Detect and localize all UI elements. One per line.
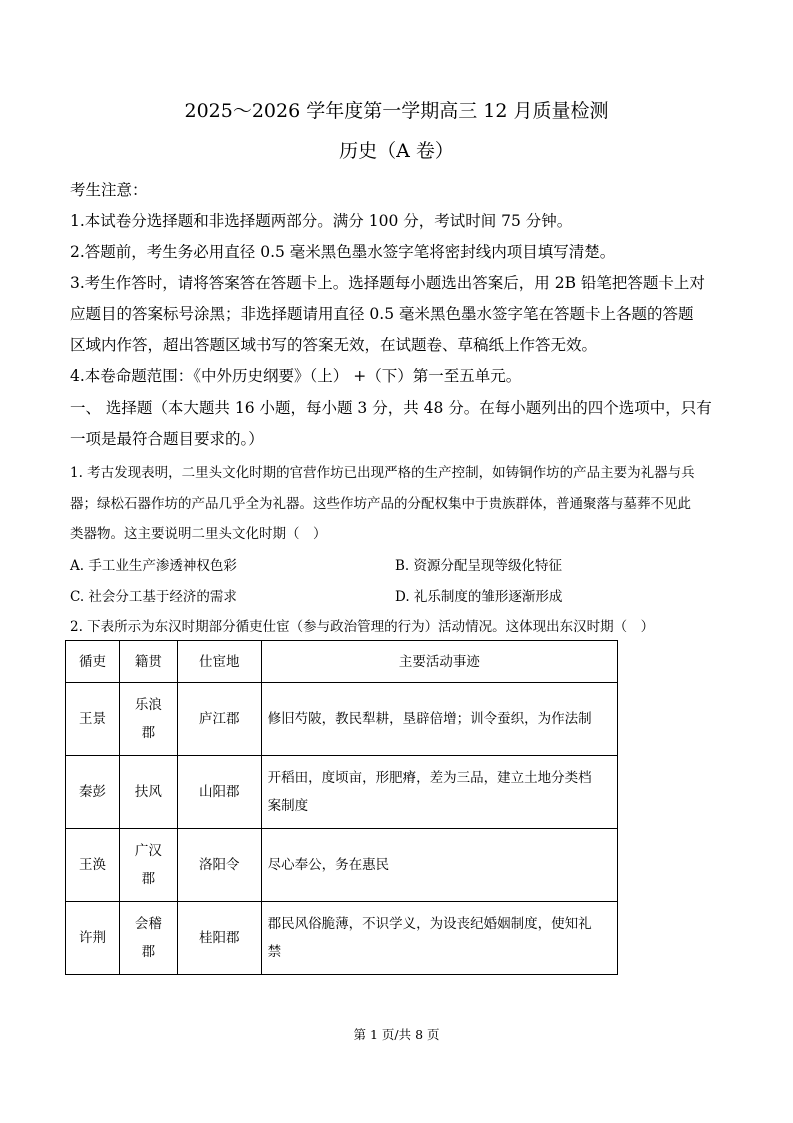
post-cell: 庐江郡: [177, 683, 261, 756]
deeds-line: 郡民风俗脆薄，不识学义，为设丧纪婚姻制度，使知礼: [267, 916, 592, 932]
deeds-line: 开稻田，度顷亩，形肥瘠，差为三品，建立土地分类档: [267, 770, 592, 786]
q1-stem: 1. 考古发现表明，二里头文化时期的官营作坊已出现严格的生产控制，如铸铜作坊的产品主要为礼器与兵: [70, 465, 695, 481]
table-row: [66, 683, 618, 756]
post-cell: 山阳郡: [177, 756, 261, 829]
origin-line: 会稽: [134, 916, 162, 932]
table-row: [66, 829, 618, 902]
q1-option-b: B. 资源分配呈现等级化特征: [395, 558, 563, 574]
deeds-line: 案制度: [267, 798, 309, 814]
exam-title: 2025～2026 学年度第一学期高三 12 月质量检测: [184, 100, 609, 122]
deeds-line: 禁: [267, 944, 282, 960]
post-cell: 桂阳郡: [177, 902, 261, 975]
origin-line: 扶风: [134, 784, 162, 800]
name-cell: 王涣: [66, 829, 120, 902]
origin-line: 广汉: [134, 843, 162, 859]
notice-item: 4.本卷命题范围：《中外历史纲要》（上） +（下）第一至五单元。: [70, 367, 522, 385]
deeds-cell: [261, 902, 617, 975]
page-number: 第 1 页/共 8 页: [353, 1027, 440, 1042]
q1-option-a: A. 手工业生产渗透神权色彩: [70, 558, 237, 574]
notice-item: 2.答题前，考生务必用直径 0.5 毫米黑色墨水签字笔将密封线内项目填写清楚。: [70, 243, 616, 261]
table-header-row: [66, 641, 618, 683]
origin-line: 郡: [141, 725, 156, 741]
deeds-cell: [261, 756, 617, 829]
origin-cell: [119, 756, 177, 829]
table-row: [66, 902, 618, 975]
origin-cell: [119, 829, 177, 902]
origin-line: 乐浪: [134, 697, 162, 713]
deeds-cell: [261, 683, 617, 756]
section-heading: 一、 选择题（本大题共 16 小题，每小题 3 分，共 48 分。在每小题列出的四个选项中，只有: [70, 399, 712, 417]
notice-item: 1.本试卷分选择题和非选择题两部分。满分 100 分，考试时间 75 分钟。: [70, 212, 573, 230]
notice-item: 3.考生作答时，请将答案答在答题卡上。选择题每小题选出答案后，用 2B 铅笔把答题卡上对: [70, 274, 705, 292]
name-cell: 秦彭: [66, 756, 120, 829]
section-heading-cont: 一项是最符合题目要求的。）: [70, 430, 264, 448]
notice-item: 应题目的答案标号涂黑；非选择题请用直径 0.5 毫米黑色墨水签字笔在答题卡上各题的答题: [70, 305, 694, 323]
q2-stem: 2. 下表所示为东汉时期部分循吏仕宦（参与政治管理的行为）活动情况。这体现出东汉时期（ ）: [70, 619, 655, 635]
table-header-cell: 循吏: [66, 641, 120, 683]
origin-cell: [119, 683, 177, 756]
origin-line: 郡: [141, 871, 156, 887]
officials-table: [65, 640, 618, 975]
table-header-cell: 主要活动事迹: [261, 641, 617, 683]
deeds-line: 尽心奉公，务在惠民: [267, 857, 390, 873]
notice-heading: 考生注意：: [70, 181, 148, 199]
table-header-cell: 籍贯: [119, 641, 177, 683]
origin-line: 郡: [141, 944, 156, 960]
table-header-cell: 仕宦地: [177, 641, 261, 683]
origin-cell: [119, 902, 177, 975]
table-row: [66, 756, 618, 829]
name-cell: 许荆: [66, 902, 120, 975]
exam-subtitle: 历史（A 卷）: [339, 140, 454, 162]
notice-item: 区域内作答，超出答题区域书写的答案无效，在试题卷、草稿纸上作答无效。: [70, 336, 598, 354]
q1-option-c: C. 社会分工基于经济的需求: [70, 589, 237, 605]
q1-stem: 器；绿松石器作坊的产品几乎全为礼器。这些作坊产品的分配权集中于贵族群体，普通聚落与墓葬不见此: [70, 496, 691, 512]
post-cell: 洛阳令: [177, 829, 261, 902]
deeds-cell: [261, 829, 617, 902]
name-cell: 王景: [66, 683, 120, 756]
q1-stem: 类器物。这主要说明二里头文化时期（ ）: [70, 526, 327, 542]
q1-option-d: D. 礼乐制度的雏形逐渐形成: [395, 589, 563, 605]
deeds-line: 修旧芍陂，教民犁耕，垦辟倍增；训令蚕织，为作法制: [267, 711, 592, 727]
